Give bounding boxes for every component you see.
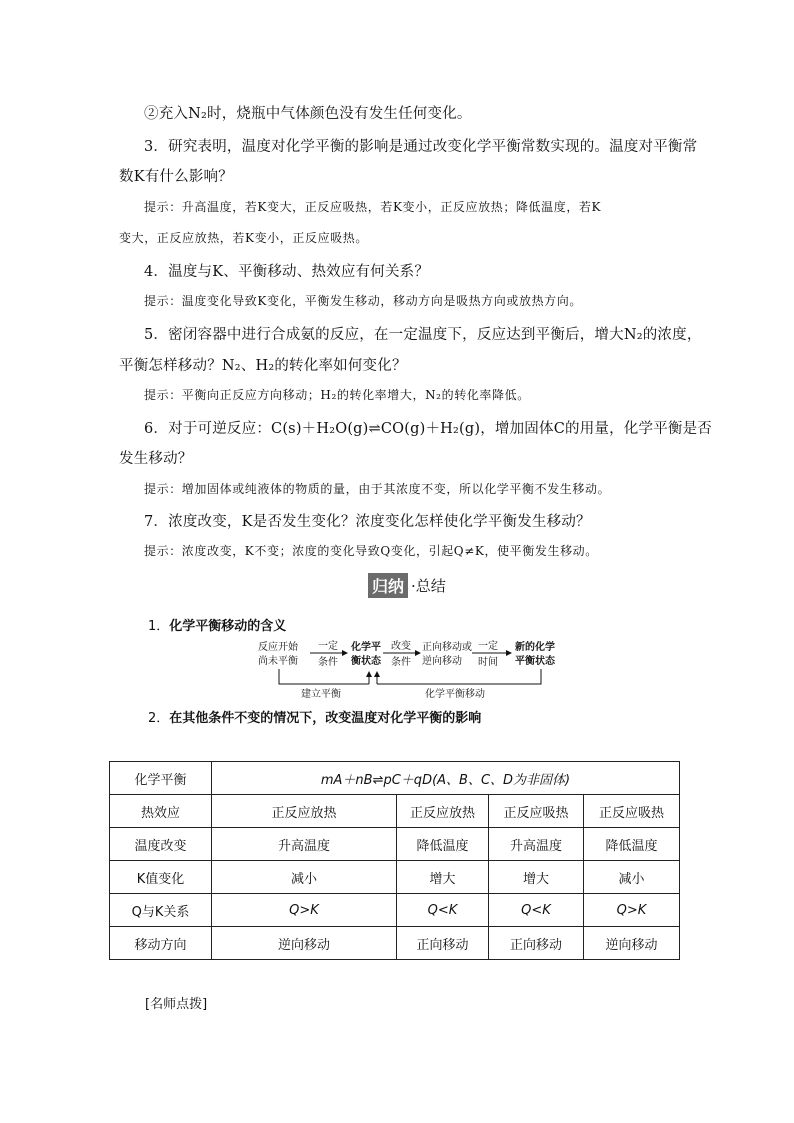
row-header: Q与K关系	[110, 894, 212, 927]
flow-bracket-establish	[279, 669, 369, 684]
table-row	[110, 894, 680, 927]
hint-7: 提示：浓度改变，K不变；浓度的变化导致Q变化，引起Q≠K，使平衡发生移动。	[144, 544, 598, 558]
flow-step-start-l1: 反应开始	[258, 642, 298, 653]
flow-step-equilibrium-l1: 化学平	[351, 642, 381, 653]
section-1-heading	[148, 615, 286, 634]
table-cell: Q>K	[212, 894, 397, 927]
table-cell: 逆向移动	[584, 927, 680, 960]
row-header: 温度改变	[110, 828, 212, 861]
question-3-line2: 数K有什么影响？	[119, 169, 233, 185]
hint-6: 提示：增加固体或纯液体的物质的量，由于其浓度不变，所以化学平衡不发生移动。	[144, 482, 611, 496]
table-cell: 正向移动	[397, 927, 489, 960]
question-3-line1: 3．研究表明，温度对化学平衡的影响是通过改变化学平衡常数实现的。温度对平衡常	[144, 139, 698, 155]
row-header: 移动方向	[110, 927, 212, 960]
flow-arrow1-bottom: 条件	[318, 657, 338, 668]
table-cell: 升高温度	[212, 828, 397, 861]
table-cell: 逆向移动	[212, 927, 397, 960]
flow-arrow3-bottom: 时间	[478, 657, 498, 668]
table-cell: Q<K	[397, 894, 489, 927]
section-1-number: 1．	[148, 619, 170, 634]
question-7: 7．浓度改变，K是否发生变化？浓度变化怎样使化学平衡发生移动？	[144, 514, 591, 530]
section-2-title: 在其他条件不变的情况下，改变温度对化学平衡的影响	[169, 711, 482, 726]
reaction-equation: mA＋nB⇌pC＋qD(A、B、C、D为非固体)	[212, 762, 680, 795]
table-cell: 减小	[212, 861, 397, 894]
table-cell: 升高温度	[489, 828, 584, 861]
temperature-effect-table	[109, 761, 680, 960]
table-row	[110, 828, 680, 861]
flow-step-new-l1: 新的化学	[515, 642, 555, 653]
question-6-line1: 6．对于可逆反应：C(s)＋H₂O(g)⇌CO(g)＋H₂(g)，增加固体C的用量，化学平衡是否	[144, 421, 712, 437]
table-cell: 正反应吸热	[489, 795, 584, 828]
table-cell: Q>K	[584, 894, 680, 927]
table-row	[110, 861, 680, 894]
table-cell: 降低温度	[584, 828, 680, 861]
table-cell: 增大	[397, 861, 489, 894]
summary-heading	[368, 574, 446, 596]
question-5-line1: 5．密闭容器中进行合成氨的反应，在一定温度下，反应达到平衡后，增大N₂的浓度，	[144, 327, 702, 343]
hint-4: 提示：温度变化导致K变化，平衡发生移动，移动方向是吸热方向或放热方向。	[144, 294, 582, 308]
table-cell: 正反应放热	[397, 795, 489, 828]
table-cell: 减小	[584, 861, 680, 894]
table-cell: 正反应放热	[212, 795, 397, 828]
flow-step-equilibrium-l2: 衡状态	[351, 656, 381, 667]
summary-tag: 归纳	[368, 573, 408, 598]
row-header: 化学平衡	[110, 762, 212, 795]
flow-arrow1-top: 一定	[318, 641, 338, 652]
teacher-tips-label: [名师点拨]	[145, 997, 208, 1012]
summary-title: ·总结	[411, 576, 446, 595]
flow-arrow2-top: 改变	[391, 641, 411, 652]
flow-bracket-label-2: 化学平衡移动	[425, 689, 485, 700]
flow-bracket-shift	[377, 669, 541, 684]
table-row	[110, 795, 680, 828]
section-1-title: 化学平衡移动的含义	[169, 619, 287, 634]
section-2-number: 2．	[148, 711, 170, 726]
table-cell: 正反应吸热	[584, 795, 680, 828]
table-row	[110, 927, 680, 960]
row-header: 热效应	[110, 795, 212, 828]
flow-arrow3-top: 一定	[478, 641, 498, 652]
question-4: 4．温度与K、平衡移动、热效应有何关系？	[144, 264, 430, 280]
flow-arrow2-bottom: 条件	[391, 657, 411, 668]
table-row	[110, 762, 680, 795]
flow-step-new-l2: 平衡状态	[515, 656, 555, 667]
hint-5: 提示：平衡向正反应方向移动；H₂的转化率增大，N₂的转化率降低。	[144, 388, 530, 402]
hint-3-line2: 变大，正反应放热，若K变小，正反应吸热。	[119, 231, 368, 245]
hint-3-line1: 提示：升高温度，若K变大，正反应吸热，若K变小，正反应放热；降低温度，若K	[144, 200, 602, 214]
section-2-heading	[148, 707, 481, 726]
question-5-line2: 平衡怎样移动？N₂、H₂的转化率如何变化？	[119, 358, 407, 374]
table-cell: 增大	[489, 861, 584, 894]
question-6-line2: 发生移动？	[119, 451, 193, 467]
flow-step-shift-l2: 逆向移动	[422, 656, 462, 667]
item-2-answer: ②充入N₂时，烧瓶中气体颜色没有发生任何变化。	[144, 106, 472, 122]
flow-step-start-l2: 尚未平衡	[258, 656, 298, 667]
flow-bracket-label-1: 建立平衡	[301, 689, 341, 700]
row-header: K值变化	[110, 861, 212, 894]
flow-step-shift-l1: 正向移动或	[422, 642, 472, 653]
table-cell: 降低温度	[397, 828, 489, 861]
equilibrium-shift-flow-diagram	[255, 636, 565, 700]
table-cell: Q<K	[489, 894, 584, 927]
table-cell: 正向移动	[489, 927, 584, 960]
